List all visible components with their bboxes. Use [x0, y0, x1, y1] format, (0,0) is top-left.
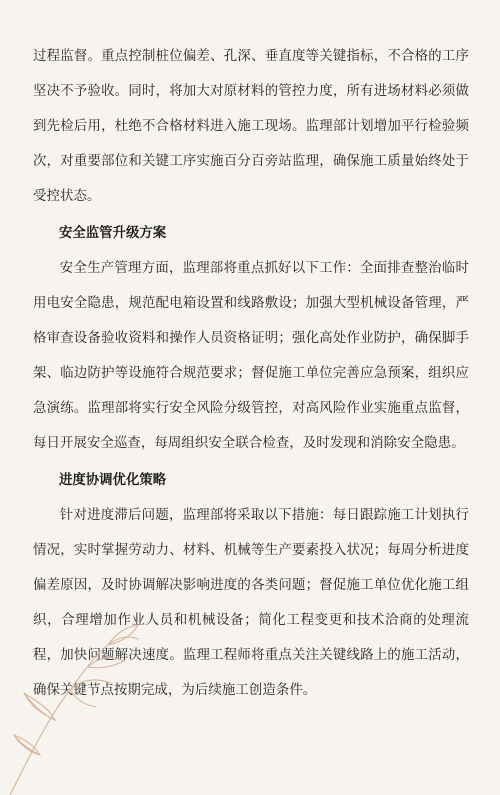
heading-safety: 安全监管升级方案	[59, 226, 167, 241]
paragraph-progress: 针对进度滞后问题，监理部将采取以下措施：每日跟踪施工计划执行情况，实时掌握劳动力、材料、机械等生产要素投入状况；每周分析进度偏差原因，及时协调解决影响进度的各类问题；督促施工单位优化施工组织，合理增加作业人员和机械设备；简化工程变更和技术洽商的处理流程，加快问题解决速度。监理工程师将重点关注关键线路上的施工活动，确保关键节点按期完成，为后续施工创造条件。	[33, 508, 469, 698]
document-body	[33, 39, 469, 708]
paragraph-safety: 安全生产管理方面，监理部将重点抓好以下工作：全面排查整治临时用电安全隐患，规范配电箱设置和线路敷设；加强大型机械设备管理，严格审查设备验收资料和操作人员资格证明；强化高处作业防护，确保脚手架、临边防护等设施符合规范要求；督促施工单位完善应急预案，组织应急演练。监理部将实行安全风险分级管控，对高风险作业实施重点监督，每日开展安全巡查，每周组织安全联合检查，及时发现和消除安全隐患。	[33, 261, 469, 451]
heading-progress: 进度协调优化策略	[59, 473, 167, 488]
paragraph-quality-continuation: 过程监督。重点控制桩位偏差、孔深、垂直度等关键指标，不合格的工序坚决不予验收。同时，将加大对原材料的管控力度，所有进场材料必须做到先检后用，杜绝不合格材料进入施工现场。监理部计划增加平行检验频次，对重要部位和关键工序实施百分百旁站监理，确保施工质量始终处于受控状态。	[33, 49, 469, 204]
